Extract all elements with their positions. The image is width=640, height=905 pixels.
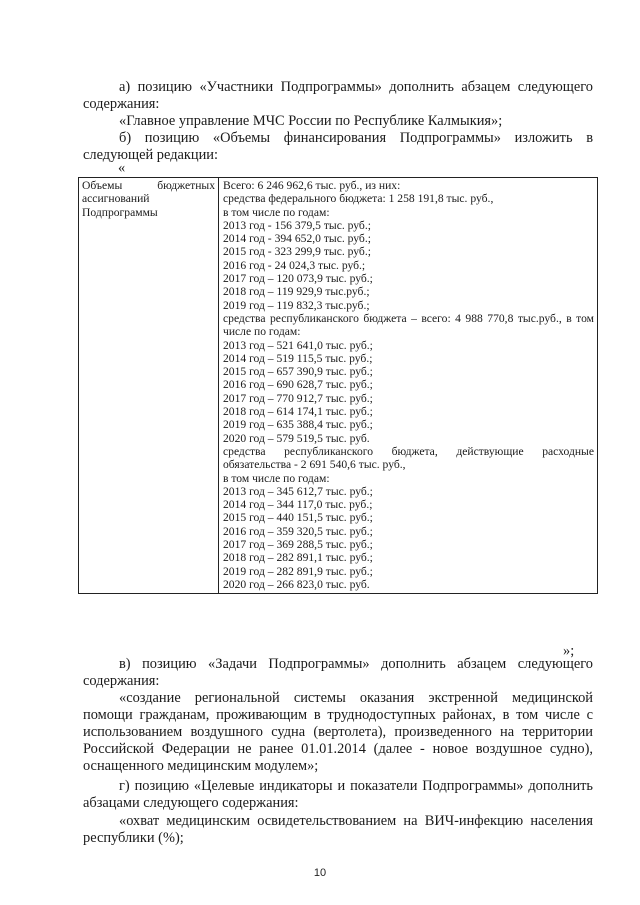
table-body-cell: [219, 178, 598, 594]
table-line: 2014 год – 519 115,5 тыс. руб.;: [223, 351, 373, 365]
table-line: 2013 год – 521 641,0 тыс. руб.;: [223, 338, 373, 352]
table-line: 2018 год – 282 891,1 тыс. руб.;: [223, 551, 373, 565]
table-line: 2019 год – 635 388,4 тыс. руб.;: [223, 418, 373, 432]
table-line: 2016 год – 359 320,5 тыс. руб.;: [223, 524, 373, 538]
table-line: 2015 год - 323 299,9 тыс. руб.;: [223, 245, 371, 259]
table-line: 2013 год - 156 379,5 тыс. руб.;: [223, 218, 371, 232]
paragraph-g-quote: «охват медицинским освидетельствованием на ВИЧ-инфекцию населения республики (%);: [83, 813, 593, 846]
table-line: 2020 год – 266 823,0 тыс. руб.: [223, 577, 370, 591]
table-line: 2013 год – 345 612,7 тыс. руб.;: [223, 484, 373, 498]
table-line: в том числе по годам:: [223, 471, 330, 485]
table-line: средства федерального бюджета: 1 258 191,8 тыс. руб.,: [223, 192, 494, 206]
table-line: 2016 год - 24 024,3 тыс. руб.;: [223, 258, 366, 272]
table-line: 2018 год – 614 174,1 тыс. руб.;: [223, 405, 373, 419]
table-line: 2016 год – 690 628,7 тыс. руб.;: [223, 378, 373, 392]
financing-table: [78, 177, 598, 594]
opening-quote: «: [118, 160, 126, 176]
table-line: 2019 год – 282 891,9 тыс. руб.;: [223, 564, 373, 578]
table-line: средства республиканского бюджета, действующие расходные обязательства - 2 691 540,6 тыс. руб.,: [223, 444, 594, 472]
table-line: 2017 год – 770 912,7 тыс. руб.;: [223, 391, 373, 405]
table-line: 2015 год – 657 390,9 тыс. руб.;: [223, 365, 373, 379]
page-number: 10: [313, 867, 327, 879]
closing-quote: »;: [563, 643, 575, 659]
table-line: 2017 год – 369 288,5 тыс. руб.;: [223, 538, 373, 552]
paragraph-g: г) позицию «Целевые индикаторы и показатели Подпрограммы» дополнить абзацами следующего содержания:: [83, 778, 593, 811]
table-head-cell: Объемы бюджетных ассигнований Подпрограммы: [79, 178, 219, 594]
paragraph-v-quote: «создание региональной системы оказания экстренной медицинской помощи гражданам, проживающим в труднодоступных районах, в том числе с использованием воздушного судна (вертолета), произведенного на территории Российской Федерации не ранее 01.01.2014 (далее - новое воздушное судно), оснащенного медицинским модулем»;: [83, 690, 593, 774]
table-row: [79, 178, 598, 594]
paragraph-b: б) позицию «Объемы финансирования Подпрограммы» изложить в следующей редакции:: [83, 130, 593, 163]
paragraph-a: а) позицию «Участники Подпрограммы» дополнить абзацем следующего содержания:: [83, 79, 593, 112]
table-line: Всего: 6 246 962,6 тыс. руб., из них:: [223, 179, 401, 192]
table-line: в том числе по годам:: [223, 205, 330, 219]
table-line: 2020 год – 579 519,5 тыс. руб.: [223, 431, 370, 445]
table-line: 2017 год – 120 073,9 тыс. руб.;: [223, 272, 373, 286]
table-line: средства республиканского бюджета – всего: 4 988 770,8 тыс.руб., в том числе по годам:: [223, 311, 594, 339]
table-line: 2018 год – 119 929,9 тыс.руб.;: [223, 285, 370, 299]
paragraph-v: в) позицию «Задачи Подпрограммы» дополнить абзацем следующего содержания:: [83, 656, 593, 689]
table-line: 2015 год – 440 151,5 тыс. руб.;: [223, 511, 373, 525]
table-line: 2014 год – 344 117,0 тыс. руб.;: [223, 498, 373, 512]
paragraph-a-quote: «Главное управление МЧС России по Республике Калмыкия»;: [119, 113, 503, 129]
table-line: 2014 год - 394 652,0 тыс. руб.;: [223, 232, 371, 246]
table-line: 2019 год – 119 832,3 тыс.руб.;: [223, 298, 370, 312]
